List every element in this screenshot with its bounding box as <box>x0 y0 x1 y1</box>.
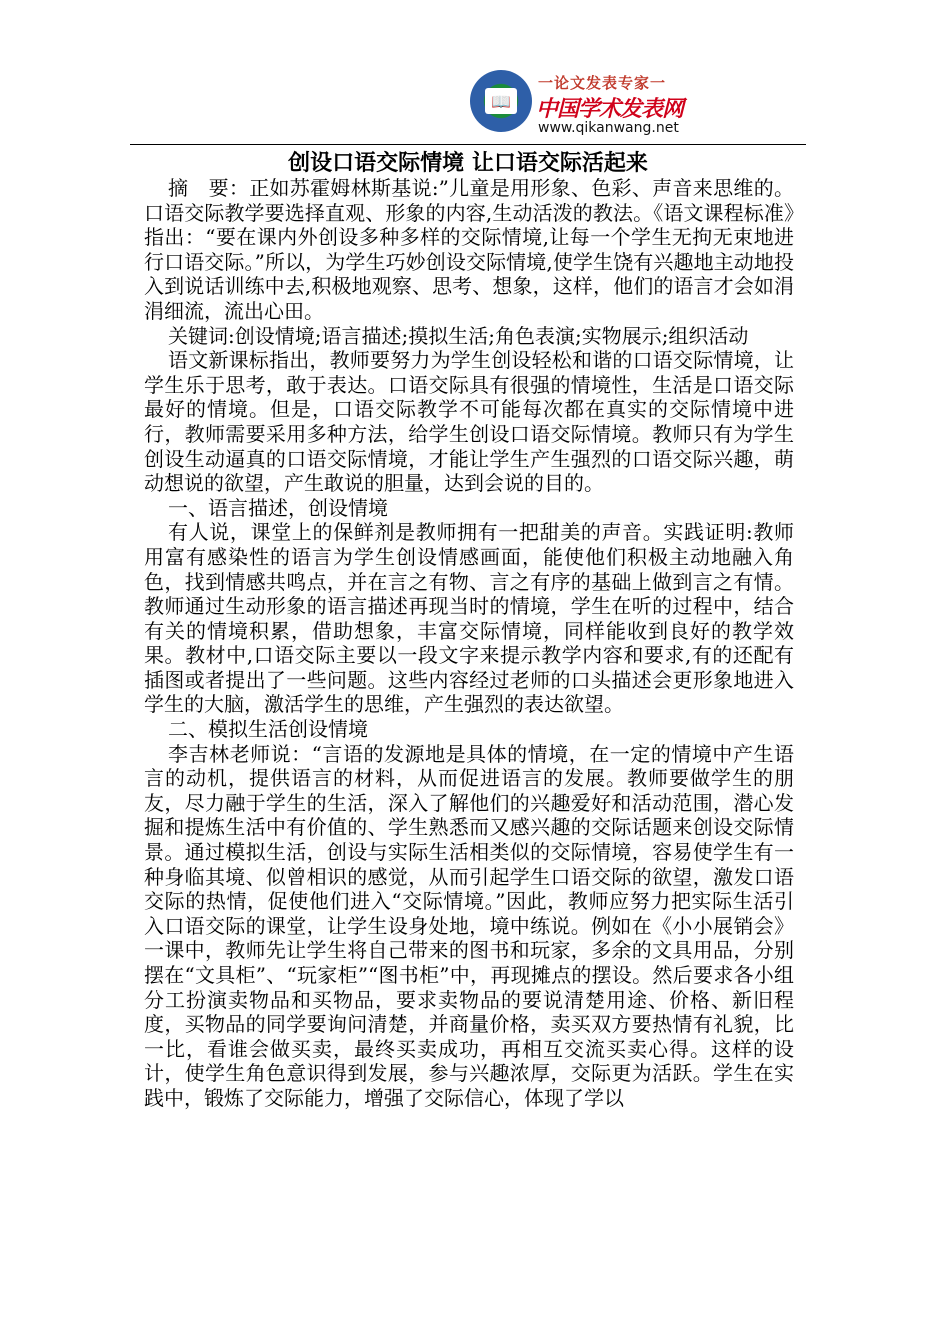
intro-paragraph: 语文新课标指出，教师要努力为学生创设轻松和谐的口语交际情境，让学生乐于思考，敢于表达。口语交际具有很强的情境性，生活是口语交际最好的情境。但是，口语交际教学不可能每次都在真实的交际情境中进行，教师需要采用多种方法，给学生创设口语交际情境。教师只有为学生创设生动逼真的口语交际情境，才能让学生产生强烈的口语交际兴趣，萌动想说的欲望，产生敢说的胆量，达到会说的目的。 <box>144 348 794 496</box>
abstract-paragraph: 摘 要：正如苏霍姆林斯基说:”儿童是用形象、色彩、声音来思维的。口语交际教学要选择直观、形象的内容,生动活泼的教法。《语文课程标准》指出：“要在课内外创设多种多样的交际情境,让每一个学生无拘无束地进行口语交际。”所以，为学生巧妙创设交际情境,使学生饶有兴趣地主动地投入到说话训练中去,积极地观察、思考、想象，这样，他们的语言才会如涓涓细流，流出心田。 <box>144 176 794 323</box>
seal-emblem-icon <box>470 70 532 132</box>
logo-url: www.qikanwang.net <box>538 120 679 136</box>
keywords-paragraph: 关键词:创设情境;语言描述;摸拟生活;角色表演;实物展示;组织活动 <box>168 323 749 348</box>
section2-heading: 二、模拟生活创设情境 <box>168 717 368 742</box>
logo-tagline: 一论文发表专家一 <box>538 74 667 92</box>
header-rule <box>130 144 806 145</box>
document-body <box>144 176 794 1111</box>
section1-heading: 一、语言描述，创设情境 <box>168 495 388 520</box>
section1-paragraph: 有人说，课堂上的保鲜剂是教师拥有一把甜美的声音。实践证明:教师用富有感染性的语言为学生创设情感画面，能使他们积极主动地融入角色，找到情感共鸣点，并在言之有物、言之有序的基础上做到言之有情。教师通过生动形象的语言描述再现当时的情境，学生在听的过程中，结合有关的情境积累，借助想象，丰富交际情境，同样能收到良好的教学效果。教材中,口语交际主要以一段文字来提示教学内容和要求,有的还配有插图或者提出了一些问题。这些内容经过老师的口头描述会更形象地进入学生的大脑，激活学生的思维，产生强烈的表达欲望。 <box>144 520 794 717</box>
document-title: 创设口语交际情境 让口语交际活起来 <box>288 150 648 176</box>
section2-paragraph: 李吉林老师说：“言语的发源地是具体的情境，在一定的情境中产生语言的动机，提供语言的材料，从而促进语言的发展。教师要做学生的朋友，尽力融于学生的生活，深入了解他们的兴趣爱好和活动范围，潜心发掘和提炼生活中有价值的、学生熟悉而又感兴趣的交际话题来创设交际情景。通过模拟生活，创设与实际生活相类似的交际情境，容易使学生有一种身临其境、似曾相识的感觉，从而引起学生口语交际的欲望，激发口语交际的热情，促使他们进入“交际情境。”因此，教师应努力把实际生活引入口语交际的课堂，让学生设身处地，境中练说。例如在《小小展销会》一课中，教师先让学生将自己带来的图书和玩家，多余的文具用品，分别摆在“文具柜”、“玩家柜”“图书柜”中，再现摊点的摆设。然后要求各小组分工扮演卖物品和买物品，要求卖物品的要说清楚用途、价格、新旧程度，买物品的同学要询问清楚，并商量价格，卖买双方要热情有礼貌，比一比，看谁会做买卖，最终买卖成功，再相互交流买卖心得。这样的设计，使学生角色意识得到发展，参与兴趣浓厚，交际更为活跃。学生在实践中，锻炼了交际能力，增强了交际信心，体现了学以 <box>144 741 794 1110</box>
publisher-logo <box>468 68 696 140</box>
book-icon: 📖 <box>485 88 517 114</box>
logo-name: 中国学术发表网 <box>536 97 684 122</box>
